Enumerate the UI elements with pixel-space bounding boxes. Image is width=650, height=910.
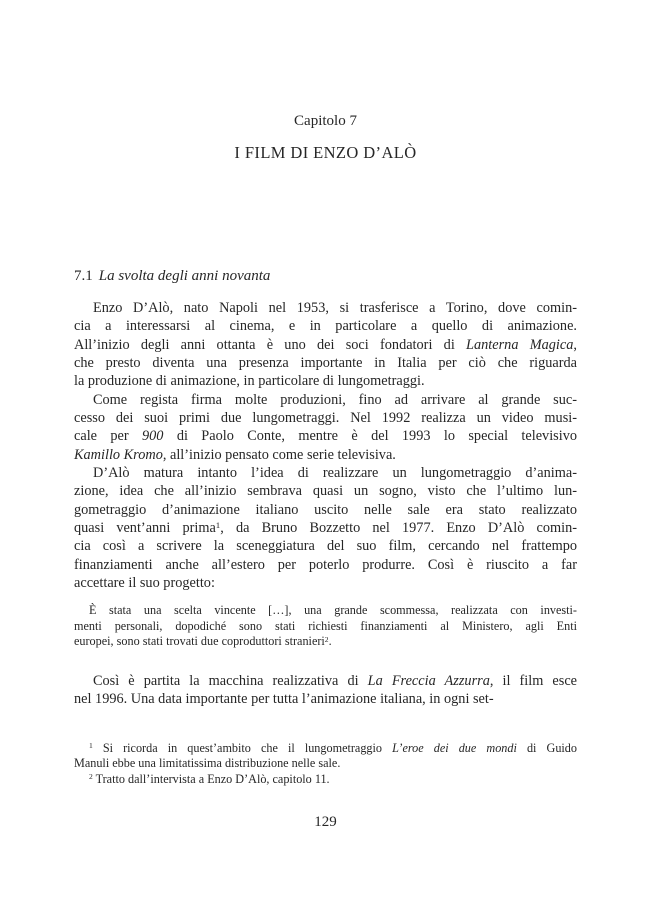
text-segment: quasi vent’anni prima xyxy=(74,519,216,536)
text-segment: europei, sono stati trovati due coproduttori stranieri xyxy=(74,634,325,649)
text-segment: cia così a scrivere la sceneggiatura del suo film, cercando nel frattempo xyxy=(74,538,577,555)
footnote-reference: 2 xyxy=(324,635,329,645)
text-segment: cale per xyxy=(74,428,142,445)
text-line xyxy=(74,690,577,708)
text-segment: menti personali, dopodiché sono stati richiesti finanziamenti al Ministero, agli Enti xyxy=(74,618,577,633)
text-line xyxy=(74,619,577,635)
footnotes xyxy=(74,741,577,788)
text-segment: di Paolo Conte, mentre è del 1993 lo special televisivo xyxy=(163,428,577,445)
text-line xyxy=(74,391,577,409)
paragraph xyxy=(74,391,577,464)
text-segment: che presto diventa una presenza importante in Italia per ciò che riguarda xyxy=(74,354,577,371)
text-segment: , xyxy=(573,336,577,353)
text-segment: cia a interessarsi al cinema, e in particolare a quello di animazione. xyxy=(74,318,577,335)
footnote-reference: 2 xyxy=(89,772,93,782)
text-line xyxy=(74,299,577,317)
text-segment: , da Bruno Bozzetto nel 1977. Enzo D’Alò comin- xyxy=(220,519,577,536)
text-segment: Così è partita la macchina realizzativa di xyxy=(93,673,368,690)
text-segment: accettare il suo progetto: xyxy=(74,574,215,591)
paragraph xyxy=(74,672,577,709)
chapter-title: I FILM DI ENZO D’ALÒ xyxy=(234,143,417,162)
text-segment: , all’inizio pensato come serie televisiva. xyxy=(162,446,396,463)
text-line xyxy=(74,354,577,372)
text-line xyxy=(74,772,577,788)
text-segment: gometraggio d’animazione italiano uscito nelle sale era stato realizzato xyxy=(74,501,577,518)
page-content xyxy=(74,0,577,831)
text-segment: Come regista firma molte produzioni, fino ad arrivare al grande suc- xyxy=(93,391,577,408)
text-segment: È stata una scelta vincente […], una grande scommessa, realizzata con investi- xyxy=(89,603,577,618)
italic-text-segment: Lanterna Magica xyxy=(466,336,574,353)
text-line xyxy=(74,603,577,619)
text-line xyxy=(74,556,577,574)
footnote-reference: 1 xyxy=(89,741,93,751)
text-segment: finanziamenti anche all’estero per poterlo produrre. Così è riuscito a far xyxy=(74,556,577,573)
section-title: La svolta degli anni novanta xyxy=(98,268,271,284)
text-line xyxy=(74,756,577,772)
text-line xyxy=(74,446,577,464)
text-segment: D’Alò matura intanto l’idea di realizzare un lungometraggio d’anima- xyxy=(93,464,577,481)
footnote xyxy=(74,741,577,772)
text-segment: la produzione di animazione, in particolare di lungometraggi. xyxy=(74,373,425,390)
paragraph xyxy=(74,464,577,592)
italic-text-segment: 900 xyxy=(142,428,164,445)
text-line xyxy=(74,537,577,555)
text-line xyxy=(74,672,577,690)
text-segment: All’inizio degli anni ottanta è uno dei soci fondatori di xyxy=(74,336,467,353)
text-segment: cesso dei suoi primi due lungometraggi. Nel 1992 realizza un video musi- xyxy=(74,409,577,426)
section-number: 7.1 xyxy=(74,268,93,284)
text-segment: , il film esce xyxy=(489,673,578,690)
footnote-reference: 1 xyxy=(215,519,221,530)
chapter-label: Capitolo 7 xyxy=(294,113,357,129)
text-segment: . xyxy=(328,634,332,649)
section-heading xyxy=(74,267,577,286)
text-line xyxy=(74,519,577,537)
footnote xyxy=(74,772,577,788)
text-line xyxy=(74,574,577,592)
text-segment: Si ricorda in quest’ambito che il lungometraggio xyxy=(92,740,393,755)
text-segment: Enzo D’Alò, nato Napoli nel 1953, si trasferisce a Torino, dove comin- xyxy=(93,300,577,316)
text-line xyxy=(74,634,577,650)
text-line xyxy=(74,741,577,757)
text-line xyxy=(74,336,577,354)
paragraph xyxy=(74,299,577,391)
block-quote xyxy=(74,603,577,650)
text-line xyxy=(74,317,577,335)
text-line xyxy=(74,501,577,519)
text-segment: Manuli ebbe una limitatissima distribuzione nelle sale. xyxy=(74,756,341,771)
text-segment: nel 1996. Una data importante per tutta l’animazione italiana, in ogni set- xyxy=(74,691,494,708)
italic-text-segment: Kamillo Kromo xyxy=(74,446,163,463)
body-text xyxy=(74,299,577,709)
italic-text-segment: L’eroe dei due mondi xyxy=(392,740,517,755)
text-line xyxy=(74,464,577,482)
italic-text-segment: La Freccia Azzurra xyxy=(367,673,490,690)
text-line xyxy=(74,427,577,445)
text-segment: di Guido xyxy=(516,740,577,755)
text-line xyxy=(74,409,577,427)
text-segment: zione, idea che all’inizio sembrava quasi un sogno, visto che l’ultimo lun- xyxy=(74,483,577,500)
text-line xyxy=(74,482,577,500)
text-segment: Tratto dall’intervista a Enzo D’Alò, capitolo 11. xyxy=(92,771,330,786)
text-line xyxy=(74,372,577,390)
page-number: 129 xyxy=(314,814,337,831)
